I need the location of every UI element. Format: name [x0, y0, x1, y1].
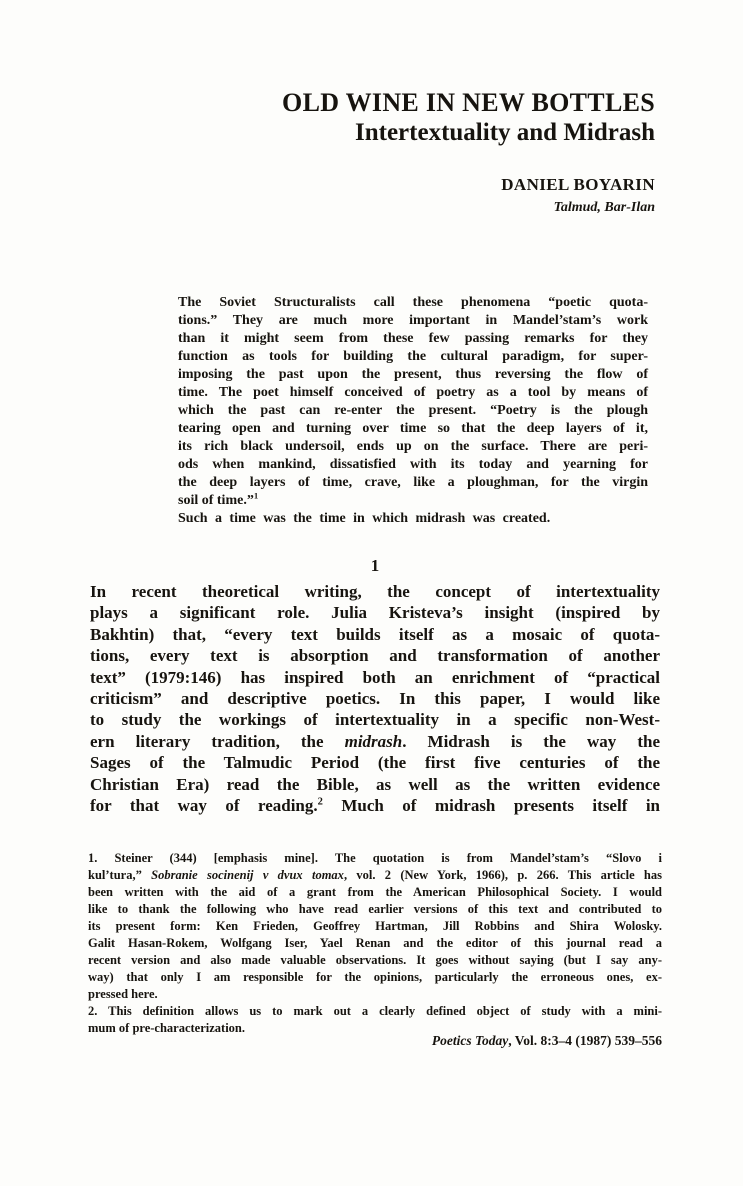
text-line: 2. This definition allows us to mark out a clearly defined object of study with a mini-	[88, 1004, 662, 1018]
block-quote	[178, 294, 648, 528]
text-line: Such a time was the time in which midrash was created.	[178, 511, 551, 526]
section-number: 1	[370, 556, 380, 575]
text-line: text” (1979:146) has inspired both an enrichment of “practical	[90, 667, 660, 687]
text-line: criticism” and descriptive poetics. In this paper, I would like	[90, 689, 660, 709]
text-line: its rich black undersoil, ends up on the surface. There are peri-	[178, 439, 648, 454]
text-line: plays a significant role. Julia Kristeva’s insight (inspired by	[90, 603, 660, 623]
text-line: Sages of the Talmudic Period (the first five centuries of the	[90, 753, 660, 773]
text-line: than it might seem from these few passing remarks for they	[178, 331, 648, 346]
text-line: pressed here.	[88, 987, 158, 1001]
text-line: Christian Era) read the Bible, as well as the written evidence	[90, 774, 660, 794]
byline	[501, 175, 655, 216]
text-line: tions.” They are much more important in Mandel’stam’s work	[178, 313, 648, 328]
article-header	[282, 88, 655, 148]
text-line: way) that only I am responsible for the opinions, particularly the erroneous ones, ex-	[88, 970, 662, 984]
author-affiliation: Talmud, Bar-Ilan	[553, 200, 655, 215]
author-name: DANIEL BOYARIN	[501, 175, 655, 194]
text-line: kul’tura,” Sobranie socinenij v dvux tomax, vol. 2 (New York, 1966), p. 266. This article has	[88, 868, 663, 882]
text-line: Bakhtin) that, “every text builds itself as a mosaic of quota-	[90, 624, 660, 644]
text-line: to study the workings of intertextuality in a specific non-West-	[90, 710, 660, 730]
text-line: time. The poet himself conceived of poetry as a tool by means of	[178, 385, 648, 400]
text-line: ods when mankind, dissatisfied with its today and yearning for	[178, 457, 648, 472]
journal-volume-info: , Vol. 8:3–4 (1987) 539–556	[508, 1033, 662, 1048]
text-line: In recent theoretical writing, the concept of intertextuality	[90, 582, 660, 601]
text-line: mum of pre-characterization.	[88, 1021, 246, 1035]
footnote-2	[88, 1003, 662, 1037]
text-line: tearing open and turning over time so that the deep layers of it,	[178, 421, 648, 436]
body-paragraph	[90, 581, 660, 816]
text-line: function as tools for building the cultural paradigm, for super-	[178, 349, 648, 364]
text-line: 1. Steiner (344) [emphasis mine]. The quotation is from Mandel’stam’s “Slovo i	[88, 851, 662, 865]
article-subtitle: Intertextuality and Midrash	[355, 119, 655, 146]
footnotes	[88, 850, 662, 1037]
text-line: for that way of reading.$^2$ Much of midrash presents itself in	[90, 796, 661, 816]
text-line: its present form: Ken Frieden, Geoffrey Hartman, Jill Robbins and Shira Wolosky.	[88, 919, 662, 933]
text-line: which the past can re-enter the present. “Poetry is the plough	[178, 403, 648, 418]
text-line: the deep layers of time, crave, like a ploughman, for the virgin	[178, 475, 648, 490]
footnote-1	[88, 850, 662, 1003]
text-line: tions, every text is absorption and transformation of another	[90, 646, 660, 666]
text-line: Galit Hasan-Rokem, Wolfgang Iser, Yael Renan and the editor of this journal read a	[88, 936, 662, 950]
journal-citation	[432, 1033, 662, 1049]
text-line: like to thank the following who have read earlier versions of this text and contributed to	[88, 902, 662, 916]
text-line: ern literary tradition, the midrash. Midrash is the way the	[90, 731, 660, 751]
text-line: soil of time.”$^1$	[178, 490, 259, 508]
text-line: The Soviet Structuralists call these phenomena “poetic quota-	[178, 295, 648, 310]
text-line: imposing the past upon the present, thus reversing the flow of	[178, 367, 648, 382]
article-title: OLD WINE IN NEW BOTTLES	[282, 88, 655, 117]
text-line: been written with the aid of a grant from the American Philosophical Society. I would	[88, 885, 662, 899]
text-line: recent version and also made valuable observations. It goes without saying (but I say any-	[88, 953, 662, 967]
journal-title: Poetics Today	[431, 1033, 509, 1048]
